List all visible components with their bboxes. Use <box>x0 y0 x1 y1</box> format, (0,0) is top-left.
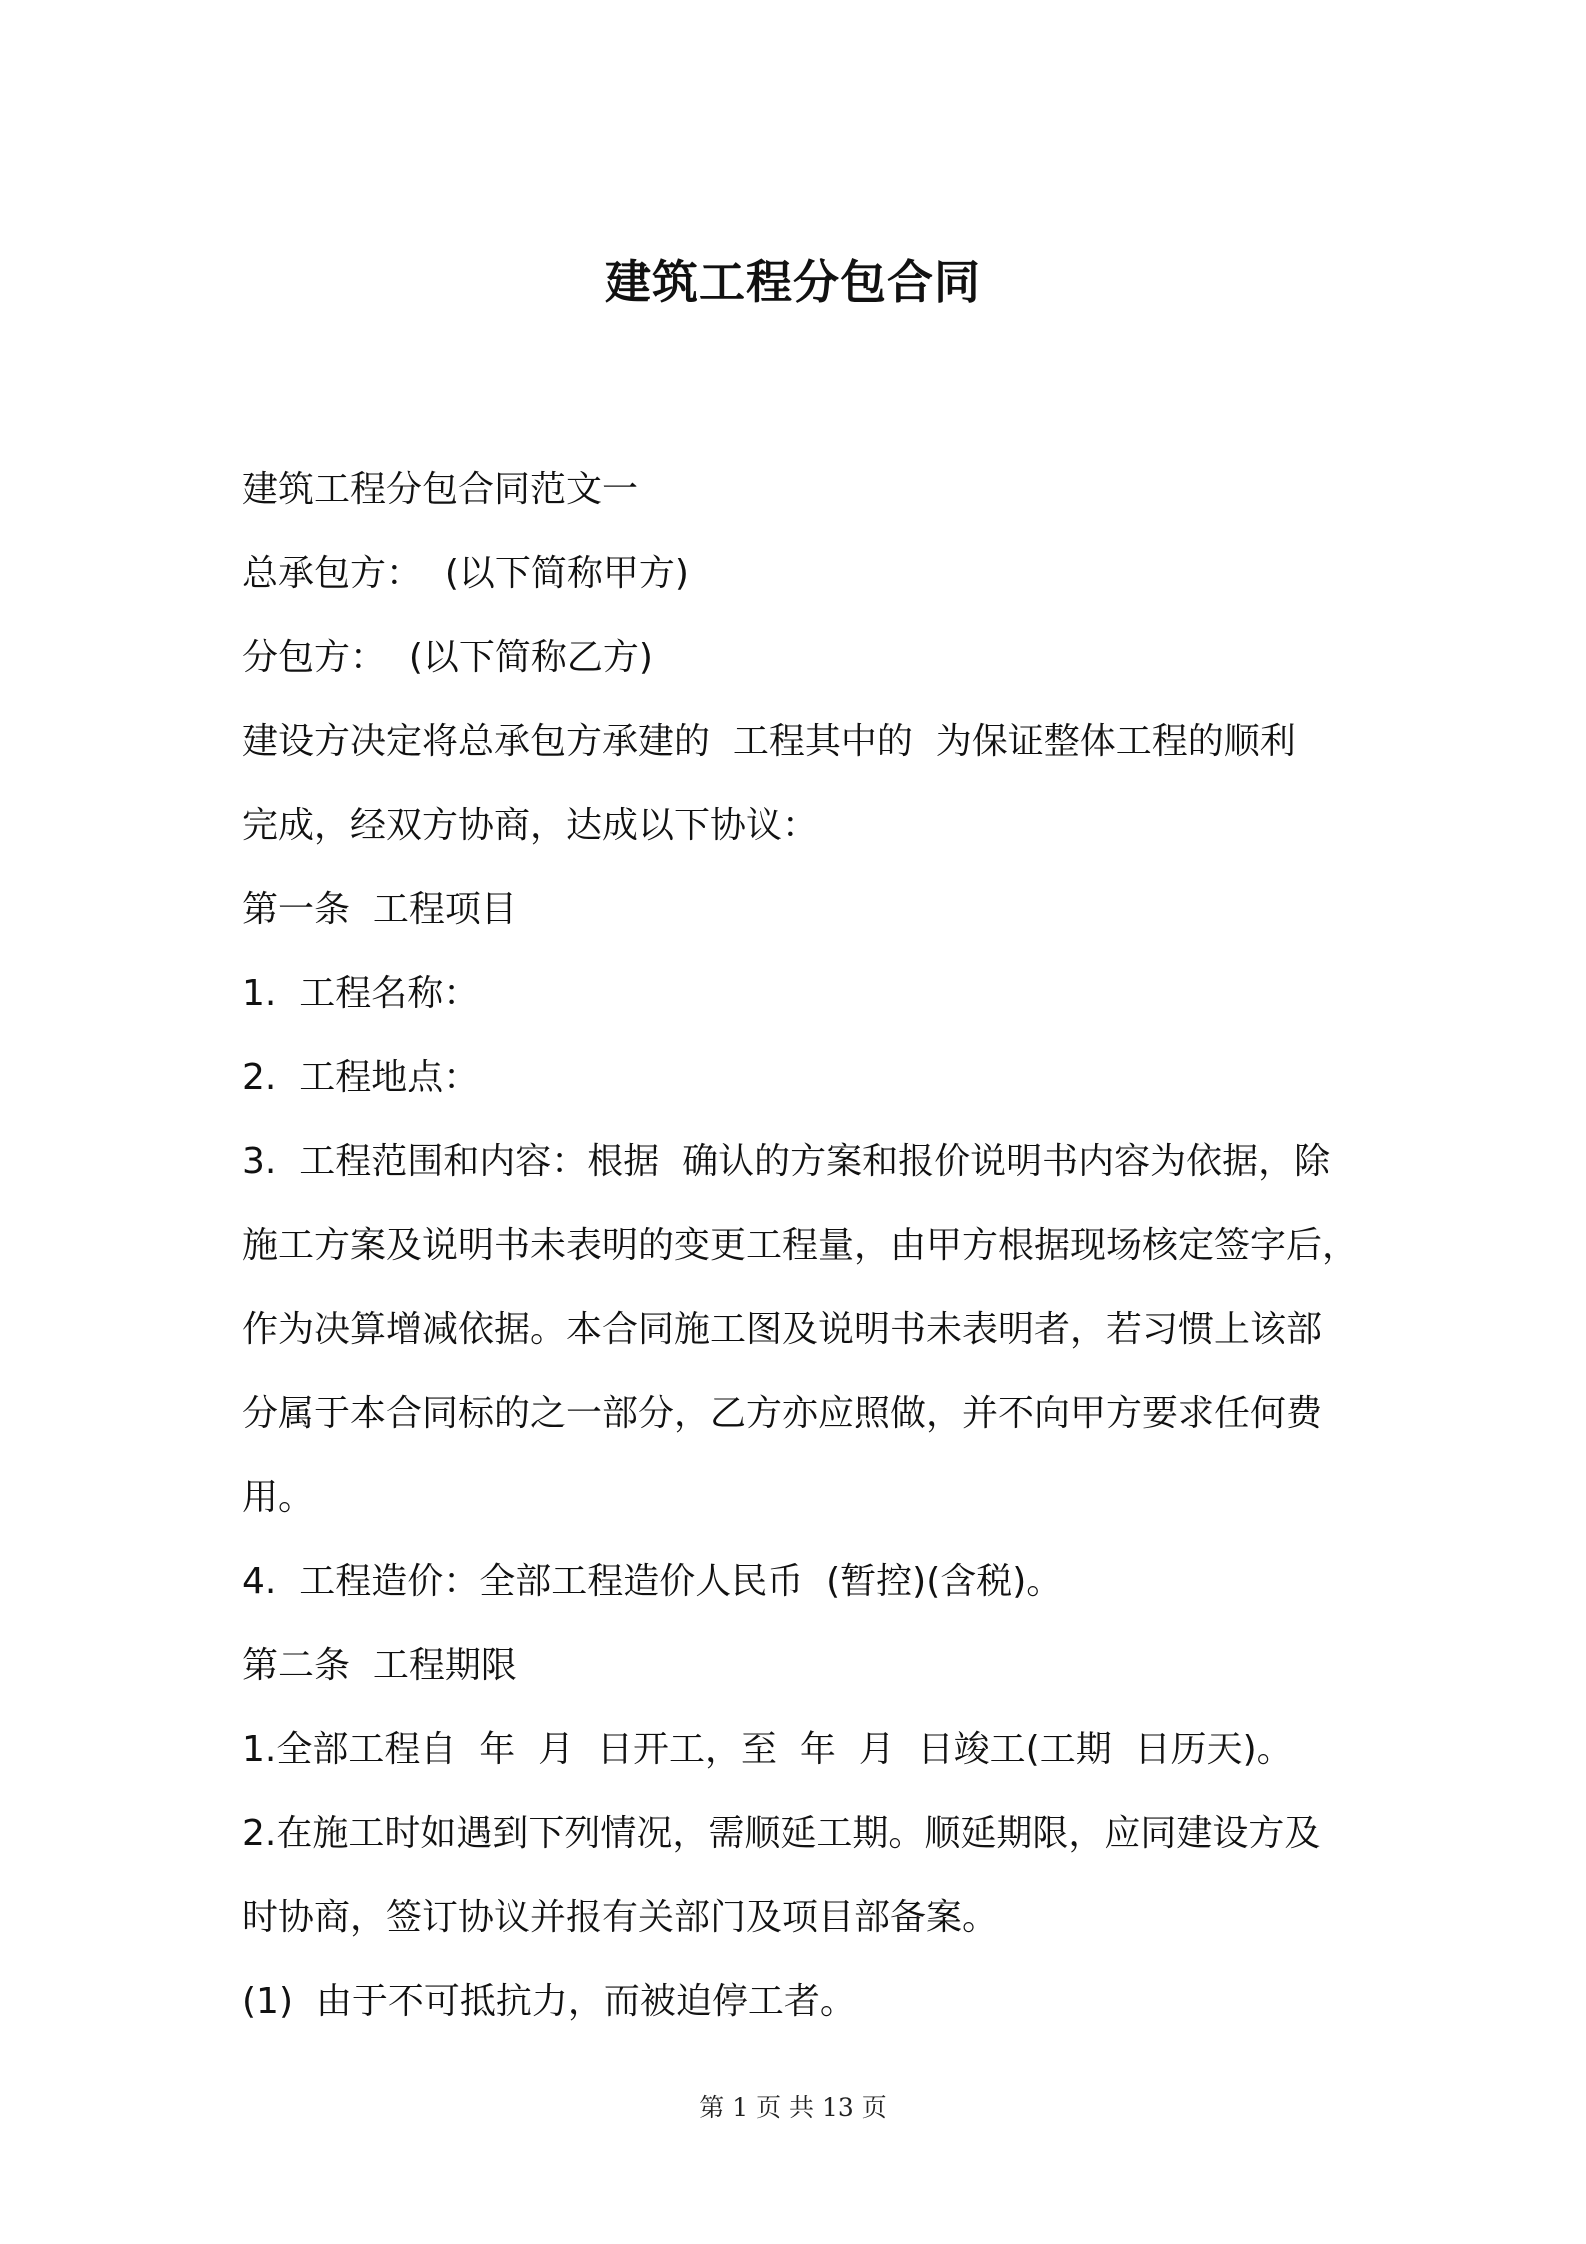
list-item: 3. 工程范围和内容：根据 确认的方案和报价说明书内容为依据，除 <box>242 1141 1331 1182</box>
list-item: 2.在施工时如遇到下列情况，需顺延工期。顺延期限，应同建设方及 <box>242 1813 1321 1854</box>
paragraph-line: 总承包方： (以下简称甲方) <box>242 553 689 594</box>
paragraph-line: 分包方： (以下简称乙方) <box>242 637 653 678</box>
list-item: 2. 工程地点： <box>242 1057 480 1098</box>
page-number-footer: 第 1 页 共 13 页 <box>699 2093 887 2122</box>
paragraph-line: 建设方决定将总承包方承建的 工程其中的 为保证整体工程的顺利 <box>242 721 1296 762</box>
document-body <box>242 448 1392 2044</box>
list-item: (1) 由于不可抵抗力，而被迫停工者。 <box>242 1981 856 2022</box>
paragraph-line: 时协商，签订协议并报有关部门及项目部备案。 <box>242 1897 999 1938</box>
paragraph-line: 施工方案及说明书未表明的变更工程量，由甲方根据现场核定签字后， <box>242 1225 1359 1266</box>
page-title: 建筑工程分包合同 <box>605 255 981 309</box>
list-item: 1.全部工程自 年 月 日开工，至 年 月 日竣工(工期 日历天)。 <box>242 1729 1293 1770</box>
paragraph-line: 建筑工程分包合同范文一 <box>242 469 639 510</box>
list-item: 4. 工程造价：全部工程造价人民币 (暂控)(含税)。 <box>242 1561 1063 1602</box>
paragraph-line: 作为决算增减依据。本合同施工图及说明书未表明者，若习惯上该部 <box>242 1309 1323 1350</box>
paragraph-line: 用。 <box>242 1477 315 1518</box>
section-heading: 第二条 工程期限 <box>242 1645 517 1686</box>
list-item: 1. 工程名称： <box>242 973 480 1014</box>
section-heading: 第一条 工程项目 <box>242 889 517 930</box>
paragraph-line: 完成，经双方协商，达成以下协议： <box>242 805 819 846</box>
paragraph-line: 分属于本合同标的之一部分，乙方亦应照做，并不向甲方要求任何费 <box>242 1393 1323 1434</box>
